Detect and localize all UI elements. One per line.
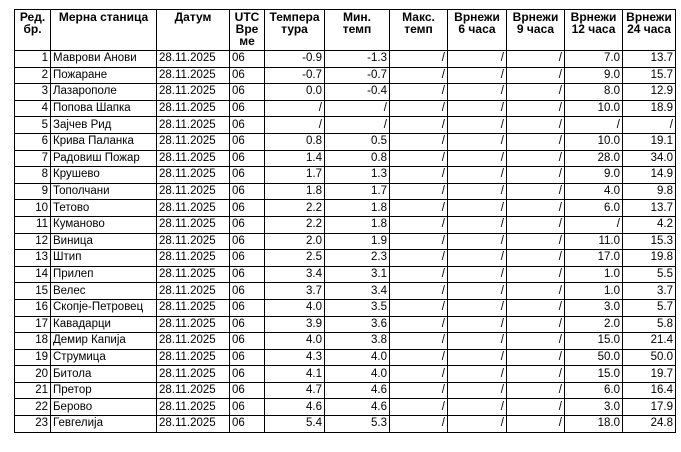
temperature-cell: 0.0: [265, 84, 325, 101]
table-row: [15, 51, 676, 68]
precip-24h-cell: 21.4: [623, 333, 676, 350]
precip-9h-cell: /: [507, 333, 565, 350]
precip-24h-cell: 15.7: [623, 67, 676, 84]
precip-9h-cell: /: [507, 250, 565, 267]
min-temp-cell: 0.8: [325, 150, 390, 167]
date-cell: 28.11.2025: [157, 67, 230, 84]
precip-24h-cell: 4.2: [623, 216, 676, 233]
temperature-cell: 4.3: [265, 349, 325, 366]
precip-24h-cell: 17.9: [623, 399, 676, 416]
table-row: [15, 316, 676, 333]
min-temp-cell: /: [325, 117, 390, 134]
station-name-cell: Тополчани: [51, 183, 157, 200]
min-temp-cell: /: [325, 100, 390, 117]
precip-6h-cell: /: [448, 316, 507, 333]
max-temp-cell: /: [390, 416, 448, 433]
min-temp-cell: 4.6: [325, 399, 390, 416]
table-row: [15, 266, 676, 283]
station-name-cell: Зајчев Рид: [51, 117, 157, 134]
utc-time-cell: 06: [230, 333, 265, 350]
precip-6h-cell: /: [448, 333, 507, 350]
date-cell: 28.11.2025: [157, 333, 230, 350]
row-number-cell: 17: [15, 316, 51, 333]
table-row: [15, 216, 676, 233]
station-name-cell: Гевгелија: [51, 416, 157, 433]
table-row: [15, 84, 676, 101]
row-number-cell: 6: [15, 133, 51, 150]
table-row: [15, 150, 676, 167]
header-row: [15, 10, 676, 51]
min-temp-cell: 1.7: [325, 183, 390, 200]
date-cell: 28.11.2025: [157, 349, 230, 366]
utc-time-cell: 06: [230, 283, 265, 300]
precip-6h-cell: /: [448, 84, 507, 101]
row-number-cell: 1: [15, 51, 51, 68]
header-precip-12h: Врнежи 12 часа: [565, 10, 623, 51]
header-station: Мерна станица: [51, 10, 157, 51]
row-number-cell: 11: [15, 216, 51, 233]
precip-9h-cell: /: [507, 67, 565, 84]
station-name-cell: Виница: [51, 233, 157, 250]
precip-24h-cell: 13.7: [623, 200, 676, 217]
row-number-cell: 14: [15, 266, 51, 283]
max-temp-cell: /: [390, 316, 448, 333]
precip-9h-cell: /: [507, 349, 565, 366]
table-row: [15, 416, 676, 433]
station-name-cell: Крива Паланка: [51, 133, 157, 150]
precip-6h-cell: /: [448, 299, 507, 316]
max-temp-cell: /: [390, 200, 448, 217]
precip-6h-cell: /: [448, 216, 507, 233]
header-date: Датум: [157, 10, 230, 51]
precip-9h-cell: /: [507, 233, 565, 250]
row-number-cell: 7: [15, 150, 51, 167]
row-number-cell: 3: [15, 84, 51, 101]
max-temp-cell: /: [390, 233, 448, 250]
utc-time-cell: 06: [230, 233, 265, 250]
max-temp-cell: /: [390, 117, 448, 134]
station-name-cell: Радовиш Пожар: [51, 150, 157, 167]
precip-24h-cell: 15.3: [623, 233, 676, 250]
utc-time-cell: 06: [230, 167, 265, 184]
temperature-cell: 3.4: [265, 266, 325, 283]
temperature-cell: 4.0: [265, 299, 325, 316]
precip-9h-cell: /: [507, 84, 565, 101]
min-temp-cell: 5.3: [325, 416, 390, 433]
max-temp-cell: /: [390, 382, 448, 399]
table-row: [15, 382, 676, 399]
precip-9h-cell: /: [507, 283, 565, 300]
min-temp-cell: 3.1: [325, 266, 390, 283]
max-temp-cell: /: [390, 133, 448, 150]
precip-12h-cell: 8.0: [565, 84, 623, 101]
precip-6h-cell: /: [448, 167, 507, 184]
utc-time-cell: 06: [230, 51, 265, 68]
row-number-cell: 20: [15, 366, 51, 383]
min-temp-cell: 1.9: [325, 233, 390, 250]
utc-time-cell: 06: [230, 117, 265, 134]
precip-12h-cell: 10.0: [565, 133, 623, 150]
max-temp-cell: /: [390, 67, 448, 84]
date-cell: 28.11.2025: [157, 117, 230, 134]
precip-9h-cell: /: [507, 150, 565, 167]
header-utc-time: UTC Вре ме: [230, 10, 265, 51]
max-temp-cell: /: [390, 183, 448, 200]
max-temp-cell: /: [390, 100, 448, 117]
precip-12h-cell: 17.0: [565, 250, 623, 267]
table-row: [15, 183, 676, 200]
header-precip-9h: Врнежи 9 часа: [507, 10, 565, 51]
temperature-cell: 1.7: [265, 167, 325, 184]
precip-6h-cell: /: [448, 399, 507, 416]
row-number-cell: 4: [15, 100, 51, 117]
header-temperature: Темпера тура: [265, 10, 325, 51]
header-min-temp: Мин. темп: [325, 10, 390, 51]
date-cell: 28.11.2025: [157, 266, 230, 283]
date-cell: 28.11.2025: [157, 216, 230, 233]
station-name-cell: Демир Капија: [51, 333, 157, 350]
precip-24h-cell: 24.8: [623, 416, 676, 433]
precip-12h-cell: 15.0: [565, 366, 623, 383]
precip-12h-cell: /: [565, 117, 623, 134]
row-number-cell: 13: [15, 250, 51, 267]
station-name-cell: Маврови Анови: [51, 51, 157, 68]
station-name-cell: Велес: [51, 283, 157, 300]
precip-9h-cell: /: [507, 382, 565, 399]
date-cell: 28.11.2025: [157, 51, 230, 68]
utc-time-cell: 06: [230, 67, 265, 84]
date-cell: 28.11.2025: [157, 366, 230, 383]
precip-24h-cell: 9.8: [623, 183, 676, 200]
precip-24h-cell: 19.7: [623, 366, 676, 383]
temperature-cell: 2.2: [265, 200, 325, 217]
max-temp-cell: /: [390, 399, 448, 416]
precip-6h-cell: /: [448, 51, 507, 68]
max-temp-cell: /: [390, 349, 448, 366]
date-cell: 28.11.2025: [157, 183, 230, 200]
precip-6h-cell: /: [448, 150, 507, 167]
precip-12h-cell: 9.0: [565, 167, 623, 184]
precip-12h-cell: 1.0: [565, 266, 623, 283]
row-number-cell: 5: [15, 117, 51, 134]
header-row-number: Ред. бр.: [15, 10, 51, 51]
temperature-cell: /: [265, 100, 325, 117]
utc-time-cell: 06: [230, 382, 265, 399]
precip-9h-cell: /: [507, 167, 565, 184]
utc-time-cell: 06: [230, 100, 265, 117]
precip-12h-cell: 28.0: [565, 150, 623, 167]
precip-24h-cell: 14.9: [623, 167, 676, 184]
date-cell: 28.11.2025: [157, 84, 230, 101]
precip-6h-cell: /: [448, 416, 507, 433]
precip-24h-cell: /: [623, 117, 676, 134]
precip-9h-cell: /: [507, 51, 565, 68]
header-precip-6h: Врнежи 6 часа: [448, 10, 507, 51]
date-cell: 28.11.2025: [157, 200, 230, 217]
precip-6h-cell: /: [448, 250, 507, 267]
precip-9h-cell: /: [507, 299, 565, 316]
table-row: [15, 167, 676, 184]
min-temp-cell: -1.3: [325, 51, 390, 68]
date-cell: 28.11.2025: [157, 299, 230, 316]
utc-time-cell: 06: [230, 250, 265, 267]
station-name-cell: Кавадарци: [51, 316, 157, 333]
utc-time-cell: 06: [230, 84, 265, 101]
date-cell: 28.11.2025: [157, 133, 230, 150]
precip-24h-cell: 5.8: [623, 316, 676, 333]
precip-9h-cell: /: [507, 399, 565, 416]
precip-12h-cell: 1.0: [565, 283, 623, 300]
station-name-cell: Претор: [51, 382, 157, 399]
precip-9h-cell: /: [507, 316, 565, 333]
precip-9h-cell: /: [507, 266, 565, 283]
min-temp-cell: 3.6: [325, 316, 390, 333]
station-name-cell: Попова Шапка: [51, 100, 157, 117]
table-row: [15, 333, 676, 350]
utc-time-cell: 06: [230, 150, 265, 167]
precip-12h-cell: 50.0: [565, 349, 623, 366]
min-temp-cell: 1.8: [325, 216, 390, 233]
row-number-cell: 15: [15, 283, 51, 300]
row-number-cell: 8: [15, 167, 51, 184]
temperature-cell: 1.4: [265, 150, 325, 167]
date-cell: 28.11.2025: [157, 100, 230, 117]
utc-time-cell: 06: [230, 399, 265, 416]
max-temp-cell: /: [390, 366, 448, 383]
table-row: [15, 399, 676, 416]
min-temp-cell: 0.5: [325, 133, 390, 150]
station-name-cell: Пожаране: [51, 67, 157, 84]
table-row: [15, 349, 676, 366]
precip-9h-cell: /: [507, 416, 565, 433]
precip-12h-cell: 2.0: [565, 316, 623, 333]
precip-24h-cell: 18.9: [623, 100, 676, 117]
precip-24h-cell: 19.1: [623, 133, 676, 150]
precip-6h-cell: /: [448, 183, 507, 200]
row-number-cell: 19: [15, 349, 51, 366]
precip-6h-cell: /: [448, 117, 507, 134]
precip-6h-cell: /: [448, 283, 507, 300]
temperature-cell: 3.7: [265, 283, 325, 300]
header-max-temp: Макс. темп: [390, 10, 448, 51]
date-cell: 28.11.2025: [157, 167, 230, 184]
min-temp-cell: -0.7: [325, 67, 390, 84]
table-row: [15, 283, 676, 300]
utc-time-cell: 06: [230, 366, 265, 383]
table-row: [15, 200, 676, 217]
precip-6h-cell: /: [448, 266, 507, 283]
date-cell: 28.11.2025: [157, 399, 230, 416]
table-row: [15, 100, 676, 117]
row-number-cell: 23: [15, 416, 51, 433]
max-temp-cell: /: [390, 266, 448, 283]
utc-time-cell: 06: [230, 349, 265, 366]
weather-stations-table: [14, 9, 676, 433]
temperature-cell: 4.7: [265, 382, 325, 399]
precip-9h-cell: /: [507, 183, 565, 200]
utc-time-cell: 06: [230, 183, 265, 200]
table-body: [15, 51, 676, 433]
table-row: [15, 250, 676, 267]
station-name-cell: Куманово: [51, 216, 157, 233]
precip-12h-cell: 18.0: [565, 416, 623, 433]
precip-12h-cell: 4.0: [565, 183, 623, 200]
min-temp-cell: 1.8: [325, 200, 390, 217]
temperature-cell: -0.9: [265, 51, 325, 68]
utc-time-cell: 06: [230, 266, 265, 283]
row-number-cell: 16: [15, 299, 51, 316]
utc-time-cell: 06: [230, 316, 265, 333]
min-temp-cell: -0.4: [325, 84, 390, 101]
station-name-cell: Штип: [51, 250, 157, 267]
min-temp-cell: 3.8: [325, 333, 390, 350]
date-cell: 28.11.2025: [157, 233, 230, 250]
precip-12h-cell: 6.0: [565, 200, 623, 217]
precip-12h-cell: 15.0: [565, 333, 623, 350]
precip-6h-cell: /: [448, 200, 507, 217]
utc-time-cell: 06: [230, 416, 265, 433]
table-row: [15, 133, 676, 150]
max-temp-cell: /: [390, 216, 448, 233]
precip-12h-cell: 9.0: [565, 67, 623, 84]
table-row: [15, 366, 676, 383]
precip-24h-cell: 12.9: [623, 84, 676, 101]
temperature-cell: 2.5: [265, 250, 325, 267]
precip-9h-cell: /: [507, 117, 565, 134]
station-name-cell: Тетово: [51, 200, 157, 217]
temperature-cell: 4.6: [265, 399, 325, 416]
precip-6h-cell: /: [448, 233, 507, 250]
precip-9h-cell: /: [507, 133, 565, 150]
date-cell: 28.11.2025: [157, 283, 230, 300]
temperature-cell: 0.8: [265, 133, 325, 150]
precip-9h-cell: /: [507, 216, 565, 233]
precip-24h-cell: 19.8: [623, 250, 676, 267]
precip-9h-cell: /: [507, 100, 565, 117]
precip-12h-cell: 11.0: [565, 233, 623, 250]
max-temp-cell: /: [390, 167, 448, 184]
min-temp-cell: 4.0: [325, 366, 390, 383]
precip-6h-cell: /: [448, 67, 507, 84]
precip-12h-cell: 10.0: [565, 100, 623, 117]
max-temp-cell: /: [390, 84, 448, 101]
row-number-cell: 21: [15, 382, 51, 399]
precip-6h-cell: /: [448, 133, 507, 150]
station-name-cell: Битола: [51, 366, 157, 383]
temperature-cell: 5.4: [265, 416, 325, 433]
utc-time-cell: 06: [230, 200, 265, 217]
min-temp-cell: 3.4: [325, 283, 390, 300]
temperature-cell: 4.0: [265, 333, 325, 350]
precip-24h-cell: 5.5: [623, 266, 676, 283]
max-temp-cell: /: [390, 51, 448, 68]
station-name-cell: Крушево: [51, 167, 157, 184]
precip-6h-cell: /: [448, 366, 507, 383]
station-name-cell: Лазарополе: [51, 84, 157, 101]
precip-24h-cell: 13.7: [623, 51, 676, 68]
precip-12h-cell: 3.0: [565, 299, 623, 316]
row-number-cell: 10: [15, 200, 51, 217]
min-temp-cell: 2.3: [325, 250, 390, 267]
utc-time-cell: 06: [230, 299, 265, 316]
utc-time-cell: 06: [230, 133, 265, 150]
min-temp-cell: 4.0: [325, 349, 390, 366]
table-row: [15, 299, 676, 316]
precip-24h-cell: 16.4: [623, 382, 676, 399]
table-row: [15, 67, 676, 84]
precip-6h-cell: /: [448, 100, 507, 117]
max-temp-cell: /: [390, 250, 448, 267]
utc-time-cell: 06: [230, 216, 265, 233]
min-temp-cell: 3.5: [325, 299, 390, 316]
max-temp-cell: /: [390, 299, 448, 316]
temperature-cell: 2.2: [265, 216, 325, 233]
temperature-cell: 1.8: [265, 183, 325, 200]
temperature-cell: -0.7: [265, 67, 325, 84]
temperature-cell: 2.0: [265, 233, 325, 250]
station-name-cell: Берово: [51, 399, 157, 416]
precip-9h-cell: /: [507, 366, 565, 383]
row-number-cell: 18: [15, 333, 51, 350]
max-temp-cell: /: [390, 333, 448, 350]
station-name-cell: Прилеп: [51, 266, 157, 283]
min-temp-cell: 1.3: [325, 167, 390, 184]
precip-12h-cell: /: [565, 216, 623, 233]
precip-24h-cell: 50.0: [623, 349, 676, 366]
date-cell: 28.11.2025: [157, 316, 230, 333]
date-cell: 28.11.2025: [157, 250, 230, 267]
precip-12h-cell: 7.0: [565, 51, 623, 68]
min-temp-cell: 4.6: [325, 382, 390, 399]
temperature-cell: 3.9: [265, 316, 325, 333]
precip-12h-cell: 3.0: [565, 399, 623, 416]
temperature-cell: /: [265, 117, 325, 134]
precip-6h-cell: /: [448, 382, 507, 399]
table-row: [15, 117, 676, 134]
station-name-cell: Скопје-Петровец: [51, 299, 157, 316]
date-cell: 28.11.2025: [157, 416, 230, 433]
precip-24h-cell: 3.7: [623, 283, 676, 300]
date-cell: 28.11.2025: [157, 382, 230, 399]
station-name-cell: Струмица: [51, 349, 157, 366]
row-number-cell: 2: [15, 67, 51, 84]
precip-24h-cell: 34.0: [623, 150, 676, 167]
temperature-cell: 4.1: [265, 366, 325, 383]
max-temp-cell: /: [390, 283, 448, 300]
table-row: [15, 233, 676, 250]
precip-24h-cell: 5.7: [623, 299, 676, 316]
date-cell: 28.11.2025: [157, 150, 230, 167]
row-number-cell: 22: [15, 399, 51, 416]
row-number-cell: 12: [15, 233, 51, 250]
precip-9h-cell: /: [507, 200, 565, 217]
precip-6h-cell: /: [448, 349, 507, 366]
header-precip-24h: Врнежи 24 часа: [623, 10, 676, 51]
precip-12h-cell: 6.0: [565, 382, 623, 399]
row-number-cell: 9: [15, 183, 51, 200]
max-temp-cell: /: [390, 150, 448, 167]
